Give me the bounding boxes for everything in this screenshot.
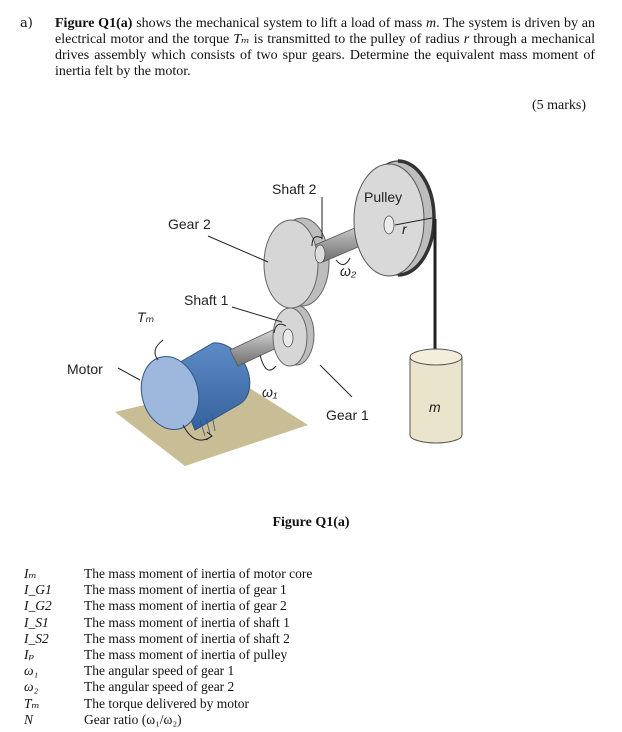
- question-text-part1: shows the mechanical system to lift a load of mass: [132, 16, 426, 31]
- gear-1: [273, 305, 314, 366]
- figure-caption: Figure Q1(a): [272, 515, 350, 530]
- legend-symbol: ω₁: [24, 663, 39, 679]
- legend-description: The mass moment of inertia of pulley: [84, 646, 288, 662]
- pulley: [354, 161, 434, 276]
- mechanical-system-figure: [0, 140, 622, 510]
- label-motor: Motor: [67, 361, 103, 377]
- legend-description: The mass moment of inertia of shaft 1: [84, 614, 290, 630]
- legend-symbol: I_S1: [24, 614, 49, 630]
- label-mass: m: [429, 399, 441, 415]
- radius-symbol: r: [463, 32, 470, 47]
- legend-description: The mass moment of inertia of gear 2: [84, 598, 287, 614]
- label-torque: Tₘ: [137, 309, 155, 325]
- legend-symbol: Iₚ: [24, 646, 34, 662]
- legend-symbol: I_S2: [24, 630, 49, 646]
- label-radius: r: [402, 221, 407, 237]
- legend-description: The mass moment of inertia of shaft 2: [84, 630, 290, 646]
- mass-load: [410, 349, 462, 443]
- label-shaft-1: Shaft 1: [184, 292, 229, 308]
- legend-description: The torque delivered by motor: [84, 695, 249, 711]
- question-text: [55, 16, 595, 80]
- question-text-part3: is transmitted to the pulley of radius: [249, 32, 464, 47]
- mass-symbol: m: [425, 16, 437, 31]
- legend-symbol: N: [24, 711, 34, 727]
- label-omega-2: ω₂: [340, 263, 357, 279]
- label-pulley: Pulley: [364, 189, 403, 205]
- legend-symbol: I_G1: [24, 582, 52, 598]
- figure-reference: Figure Q1(a): [55, 16, 133, 31]
- label-shaft-2: Shaft 2: [272, 181, 317, 197]
- legend-description: The mass moment of inertia of gear 1: [84, 582, 287, 598]
- label-omega-1: ω₁: [262, 384, 278, 400]
- legend-symbol: Iₘ: [24, 566, 37, 581]
- legend-symbol: ω₂: [24, 679, 39, 695]
- question-text-part4: through a mechanical drives assembly which consists of two spur gears. Determine the equivalent mass moment of inertia felt by the motor.: [55, 32, 595, 79]
- legend-description: The mass moment of inertia of motor core: [84, 566, 313, 581]
- label-gear-2: Gear 2: [168, 216, 211, 232]
- question-label: a): [20, 16, 33, 31]
- label-gear-1: Gear 1: [326, 407, 369, 423]
- question-text-part2: . The system is driven by an electrical motor and the torque: [55, 16, 595, 47]
- legend-symbol: Tₘ: [24, 695, 40, 711]
- torque-symbol: Tₘ: [233, 32, 250, 47]
- legend-description: Gear ratio (ω₁/ω₂): [84, 711, 182, 727]
- legend-symbol: I_G2: [24, 598, 52, 614]
- marks: (5 marks): [531, 98, 586, 113]
- legend-description: The angular speed of gear 2: [84, 679, 235, 695]
- legend-description: The angular speed of gear 1: [84, 663, 235, 679]
